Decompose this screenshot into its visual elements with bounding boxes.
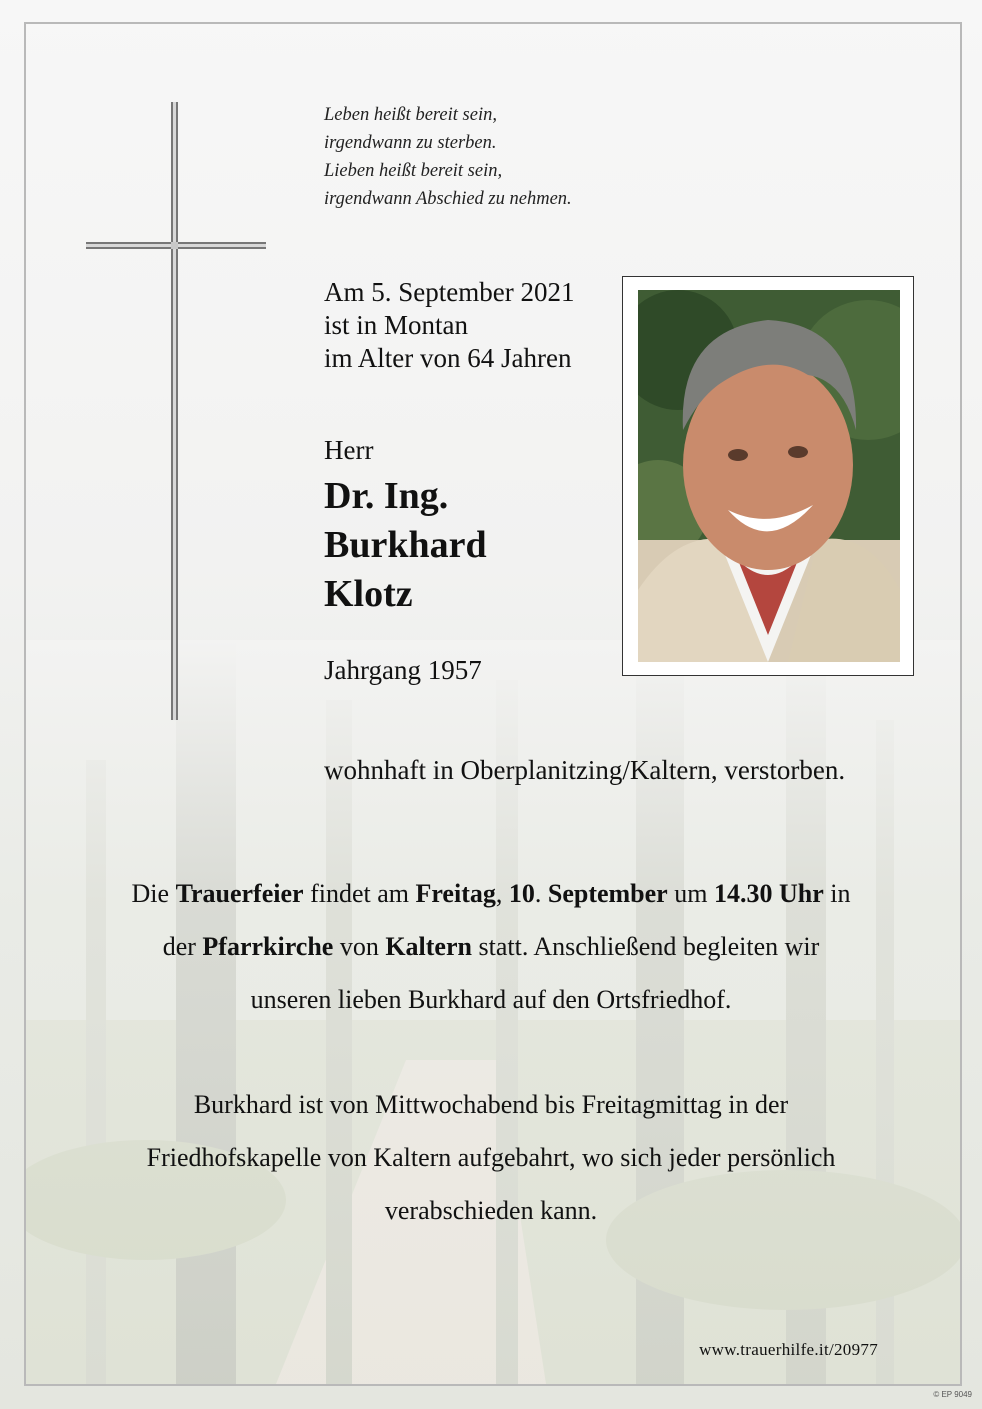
ceremony-label: Trauerfeier xyxy=(175,879,304,908)
portrait-photo xyxy=(638,290,900,662)
funeral-line: unseren lieben Burkhard auf den Ortsfriedhof. xyxy=(250,985,732,1014)
print-code: © EP 9049 xyxy=(933,1390,972,1399)
memorial-verse xyxy=(324,101,572,213)
text: findet am xyxy=(303,879,416,908)
birth-year: Jahrgang 1957 xyxy=(324,655,482,685)
text: statt. Anschließend begleiten wir xyxy=(471,932,820,961)
town: Kaltern xyxy=(385,932,472,961)
wake-paragraph xyxy=(30,1078,952,1237)
text: der xyxy=(162,932,203,961)
intro-line: ist in Montan xyxy=(324,310,469,340)
day: 10 xyxy=(508,879,535,908)
funeral-line xyxy=(30,867,952,920)
church: Pfarrkirche xyxy=(202,932,334,961)
funeral-paragraph xyxy=(30,867,952,1026)
name-line: Dr. Ing. xyxy=(324,475,449,517)
portrait-frame xyxy=(622,276,914,676)
time: 14.30 Uhr xyxy=(713,879,824,908)
wake-line: verabschieden kann. xyxy=(384,1196,598,1225)
text: Die xyxy=(131,879,176,908)
verse-line: irgendwann Abschied zu nehmen. xyxy=(324,189,572,209)
funeral-line xyxy=(30,920,952,973)
intro-line: im Alter von 64 Jahren xyxy=(324,343,572,373)
cross-icon xyxy=(171,102,178,720)
month: September xyxy=(547,879,668,908)
verse-line: Leben heißt bereit sein, xyxy=(324,105,497,125)
verse-line: irgendwann zu sterben. xyxy=(324,133,497,153)
text: von xyxy=(333,932,386,961)
weekday: Freitag xyxy=(415,879,496,908)
website-link[interactable]: www.trauerhilfe.it/20977 xyxy=(699,1340,878,1359)
intro-line: Am 5. September 2021 xyxy=(324,277,575,307)
verse-line: Lieben heißt bereit sein, xyxy=(324,161,503,181)
wake-line: Friedhofskapelle von Kaltern aufgebahrt, wo sich jeder persönlich xyxy=(146,1143,836,1172)
text: . xyxy=(534,879,548,908)
residence-line: wohnhaft in Oberplanitzing/Kaltern, verstorben. xyxy=(324,755,846,785)
name-line: Klotz xyxy=(324,573,413,615)
text: um xyxy=(667,879,714,908)
salutation: Herr xyxy=(324,435,374,465)
name-line: Burkhard xyxy=(324,524,487,566)
text: , xyxy=(495,879,509,908)
wake-line: Burkhard ist von Mittwochabend bis Freitagmittag in der xyxy=(193,1090,789,1119)
death-notice-intro xyxy=(324,276,574,375)
text: in xyxy=(823,879,851,908)
cross-crossbar xyxy=(86,242,266,249)
deceased-name xyxy=(324,472,487,619)
